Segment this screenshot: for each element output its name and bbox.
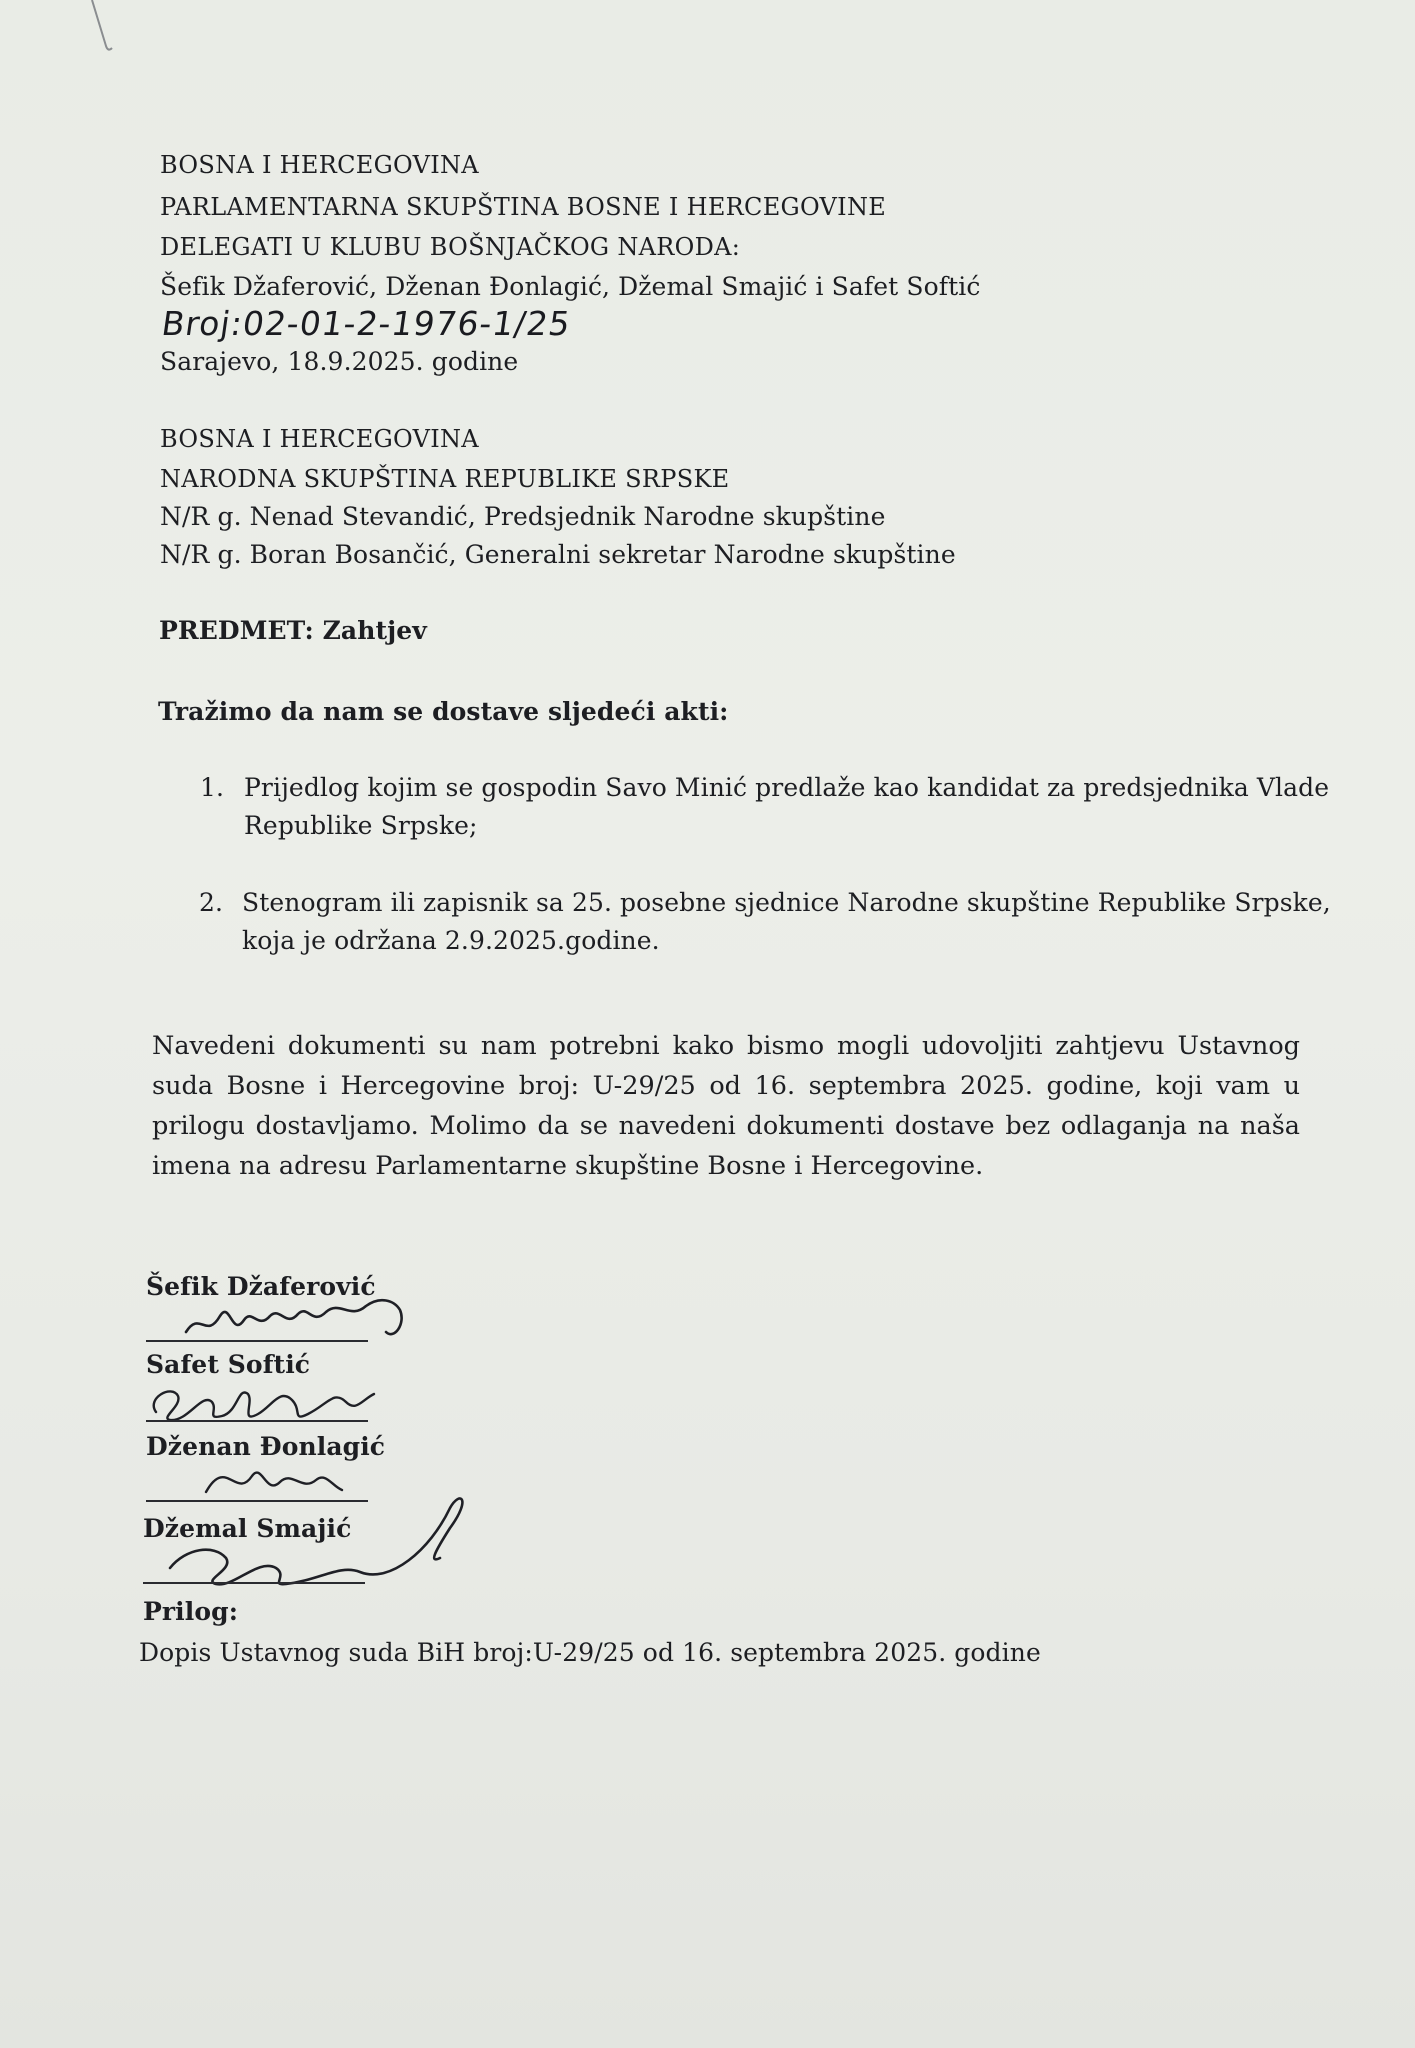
subject: PREDMET: Zahtjev	[159, 616, 427, 645]
signatory-name: Dženan Đonlagić	[146, 1432, 386, 1461]
body-paragraph: Navedeni dokumenti su nam potrebni kako bismo mogli udovoljiti zahtjevu Ustavnog suda Bosne i Hercegovine broj: U-29/25 od 16. septembra 2025. godine, koji vam u prilogu dostavljamo. Molimo da se navedeni dokumenti dostave bez odlaganja na naša imena na adresu Parlamentarne skupštine Bosne i Hercegovine.	[152, 1031, 1300, 1181]
sender-delegates: Šefik Džaferović, Dženan Đonlagić, Džemal Smajić i Safet Softić	[160, 272, 981, 301]
recipient-country: BOSNA I HERCEGOVINA	[160, 425, 479, 453]
signature-line	[146, 1420, 368, 1422]
sender-club: DELEGATI U KLUBU BOŠNJAČKOG NARODA:	[160, 233, 741, 261]
signatory-name: Safet Softić	[146, 1350, 311, 1379]
recipient-president: N/R g. Nenad Stevandić, Predsjednik Narodne skupštine	[160, 502, 886, 531]
request-intro: Tražimo da nam se dostave sljedeći akti:	[158, 697, 729, 726]
list-item-text: Stenogram ili zapisnik sa 25. posebne sjednice Narodne skupštine Republike Srpske,	[242, 888, 1331, 917]
sender-parliament: PARLAMENTARNA SKUPŠTINA BOSNE I HERCEGOVINE	[160, 193, 887, 221]
staple-mark	[88, 0, 128, 55]
signature-line	[146, 1340, 368, 1342]
attachment-label: Prilog:	[143, 1597, 239, 1626]
list-item-text: Republike Srpske;	[244, 811, 478, 840]
attachment-text: Dopis Ustavnog suda BiH broj:U-29/25 od 16. septembra 2025. godine	[139, 1638, 1041, 1667]
recipient-assembly: NARODNA SKUPŠTINA REPUBLIKE SRPSKE	[160, 465, 730, 493]
signatory-name: Šefik Džaferović	[146, 1272, 376, 1301]
handwritten-reference-number: Broj:02-01-2-1976-1/25	[159, 304, 574, 343]
list-item-text: Prijedlog kojim se gospodin Savo Minić predlaže kao kandidat za predsjednika Vlade	[244, 773, 1330, 802]
sender-country: BOSNA I HERCEGOVINA	[160, 151, 479, 179]
signature-mark	[142, 1372, 402, 1432]
list-item-number: 2.	[199, 888, 224, 917]
place-and-date: Sarajevo, 18.9.2025. godine	[160, 347, 519, 376]
list-item-number: 1.	[200, 773, 225, 802]
recipient-secretary: N/R g. Boran Bosančić, Generalni sekretar Narodne skupštine	[160, 540, 956, 569]
list-item-text: koja je održana 2.9.2025.godine.	[242, 926, 660, 955]
signature-line	[143, 1582, 365, 1584]
signatory-name: Džemal Smajić	[143, 1514, 352, 1543]
